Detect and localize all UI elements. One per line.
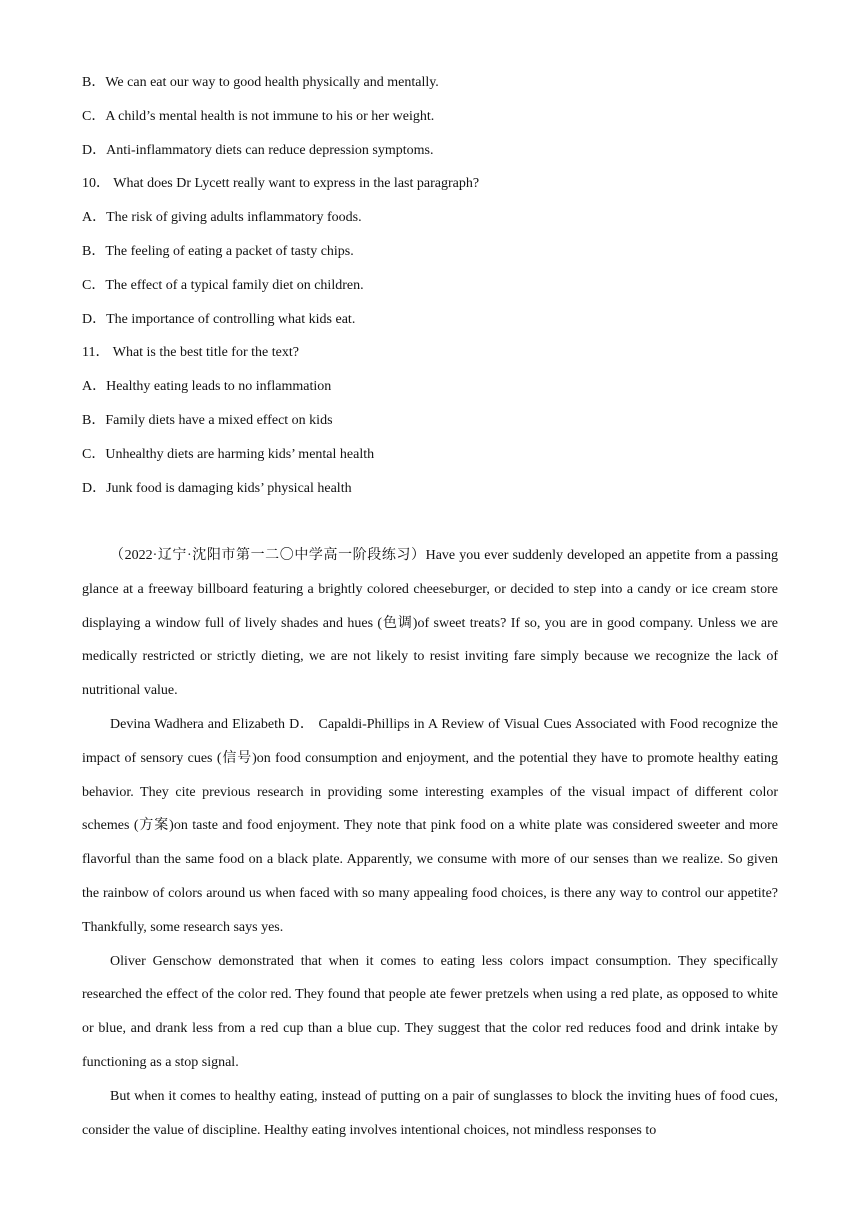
q11-option-c: C．Unhealthy diets are harming kids’ mental health: [82, 447, 375, 462]
q10-option-a: A．The risk of giving adults inflammatory foods.: [82, 210, 362, 225]
passage-paragraph-4: But when it comes to healthy eating, instead of putting on a pair of sunglasses to block the inviting hues of food cues, consider the value of discipline. Healthy eating involves intentional choices, not mindless responses to: [82, 1088, 778, 1138]
q10-stem: 10． What does Dr Lycett really want to express in the last paragraph?: [82, 176, 480, 191]
passage-paragraph-1-text: Have you ever suddenly developed an appetite from a passing glance at a freeway billboard featuring a brightly colored cheeseburger, or decided to step into a candy or ice cream store displaying a window full of lively shades and hues (色调)of sweet treats? If so, you are in good company. Unless we are medically restricted or strictly dieting, we are not likely to resist inviting fare simply because we recognize the lack of nutritional value.: [82, 548, 778, 699]
q9-option-d: D．Anti-inflammatory diets can reduce depression symptoms.: [82, 143, 434, 158]
passage-paragraph-3: Oliver Genschow demonstrated that when it comes to eating less colors impact consumption. They specifically researched the effect of the color red. They found that people ate fewer pretzels when using a red plate, as opposed to white or blue, and drank less from a red cup than a blue cup. They suggest that the color red reduces food and drink intake by functioning as a stop signal.: [82, 953, 778, 1070]
reading-passage: [82, 539, 778, 1147]
q9-option-c: C．A child’s mental health is not immune to his or her weight.: [82, 109, 435, 124]
passage-paragraph-2: Devina Wadhera and Elizabeth D． Capaldi-Phillips in A Review of Visual Cues Associated with Food recognize the impact of sensory cues (信号)on food consumption and enjoyment, and the potential they have to promote healthy eating behavior. They cite previous research in providing some interesting examples of the visual impact of different color schemes (方案)on taste and food enjoyment. They note that pink food on a white plate was considered sweeter and more flavorful than the same food on a black plate. Apparently, we consume with more of our senses than we realize. So given the rainbow of colors around us when faced with so many appealing food choices, is there any way to control our appetite? Thankfully, some research says yes.: [82, 716, 778, 935]
q10-option-c: C．The effect of a typical family diet on children.: [82, 278, 364, 293]
passage-source: （2022·辽宁·沈阳市第一二〇中学高一阶段练习）: [110, 548, 426, 563]
q10-option-d: D．The importance of controlling what kids eat.: [82, 312, 356, 327]
q11-option-b: B．Family diets have a mixed effect on kids: [82, 413, 333, 428]
q11-stem: 11． What is the best title for the text?: [82, 345, 299, 360]
q11-option-d: D．Junk food is damaging kids’ physical health: [82, 481, 352, 496]
q9-option-b: B．We can eat our way to good health physically and mentally.: [82, 75, 439, 90]
q10-option-b: B．The feeling of eating a packet of tasty chips.: [82, 244, 354, 259]
passage-paragraph-1: [82, 539, 778, 708]
q11-option-a: A．Healthy eating leads to no inflammation: [82, 379, 332, 394]
